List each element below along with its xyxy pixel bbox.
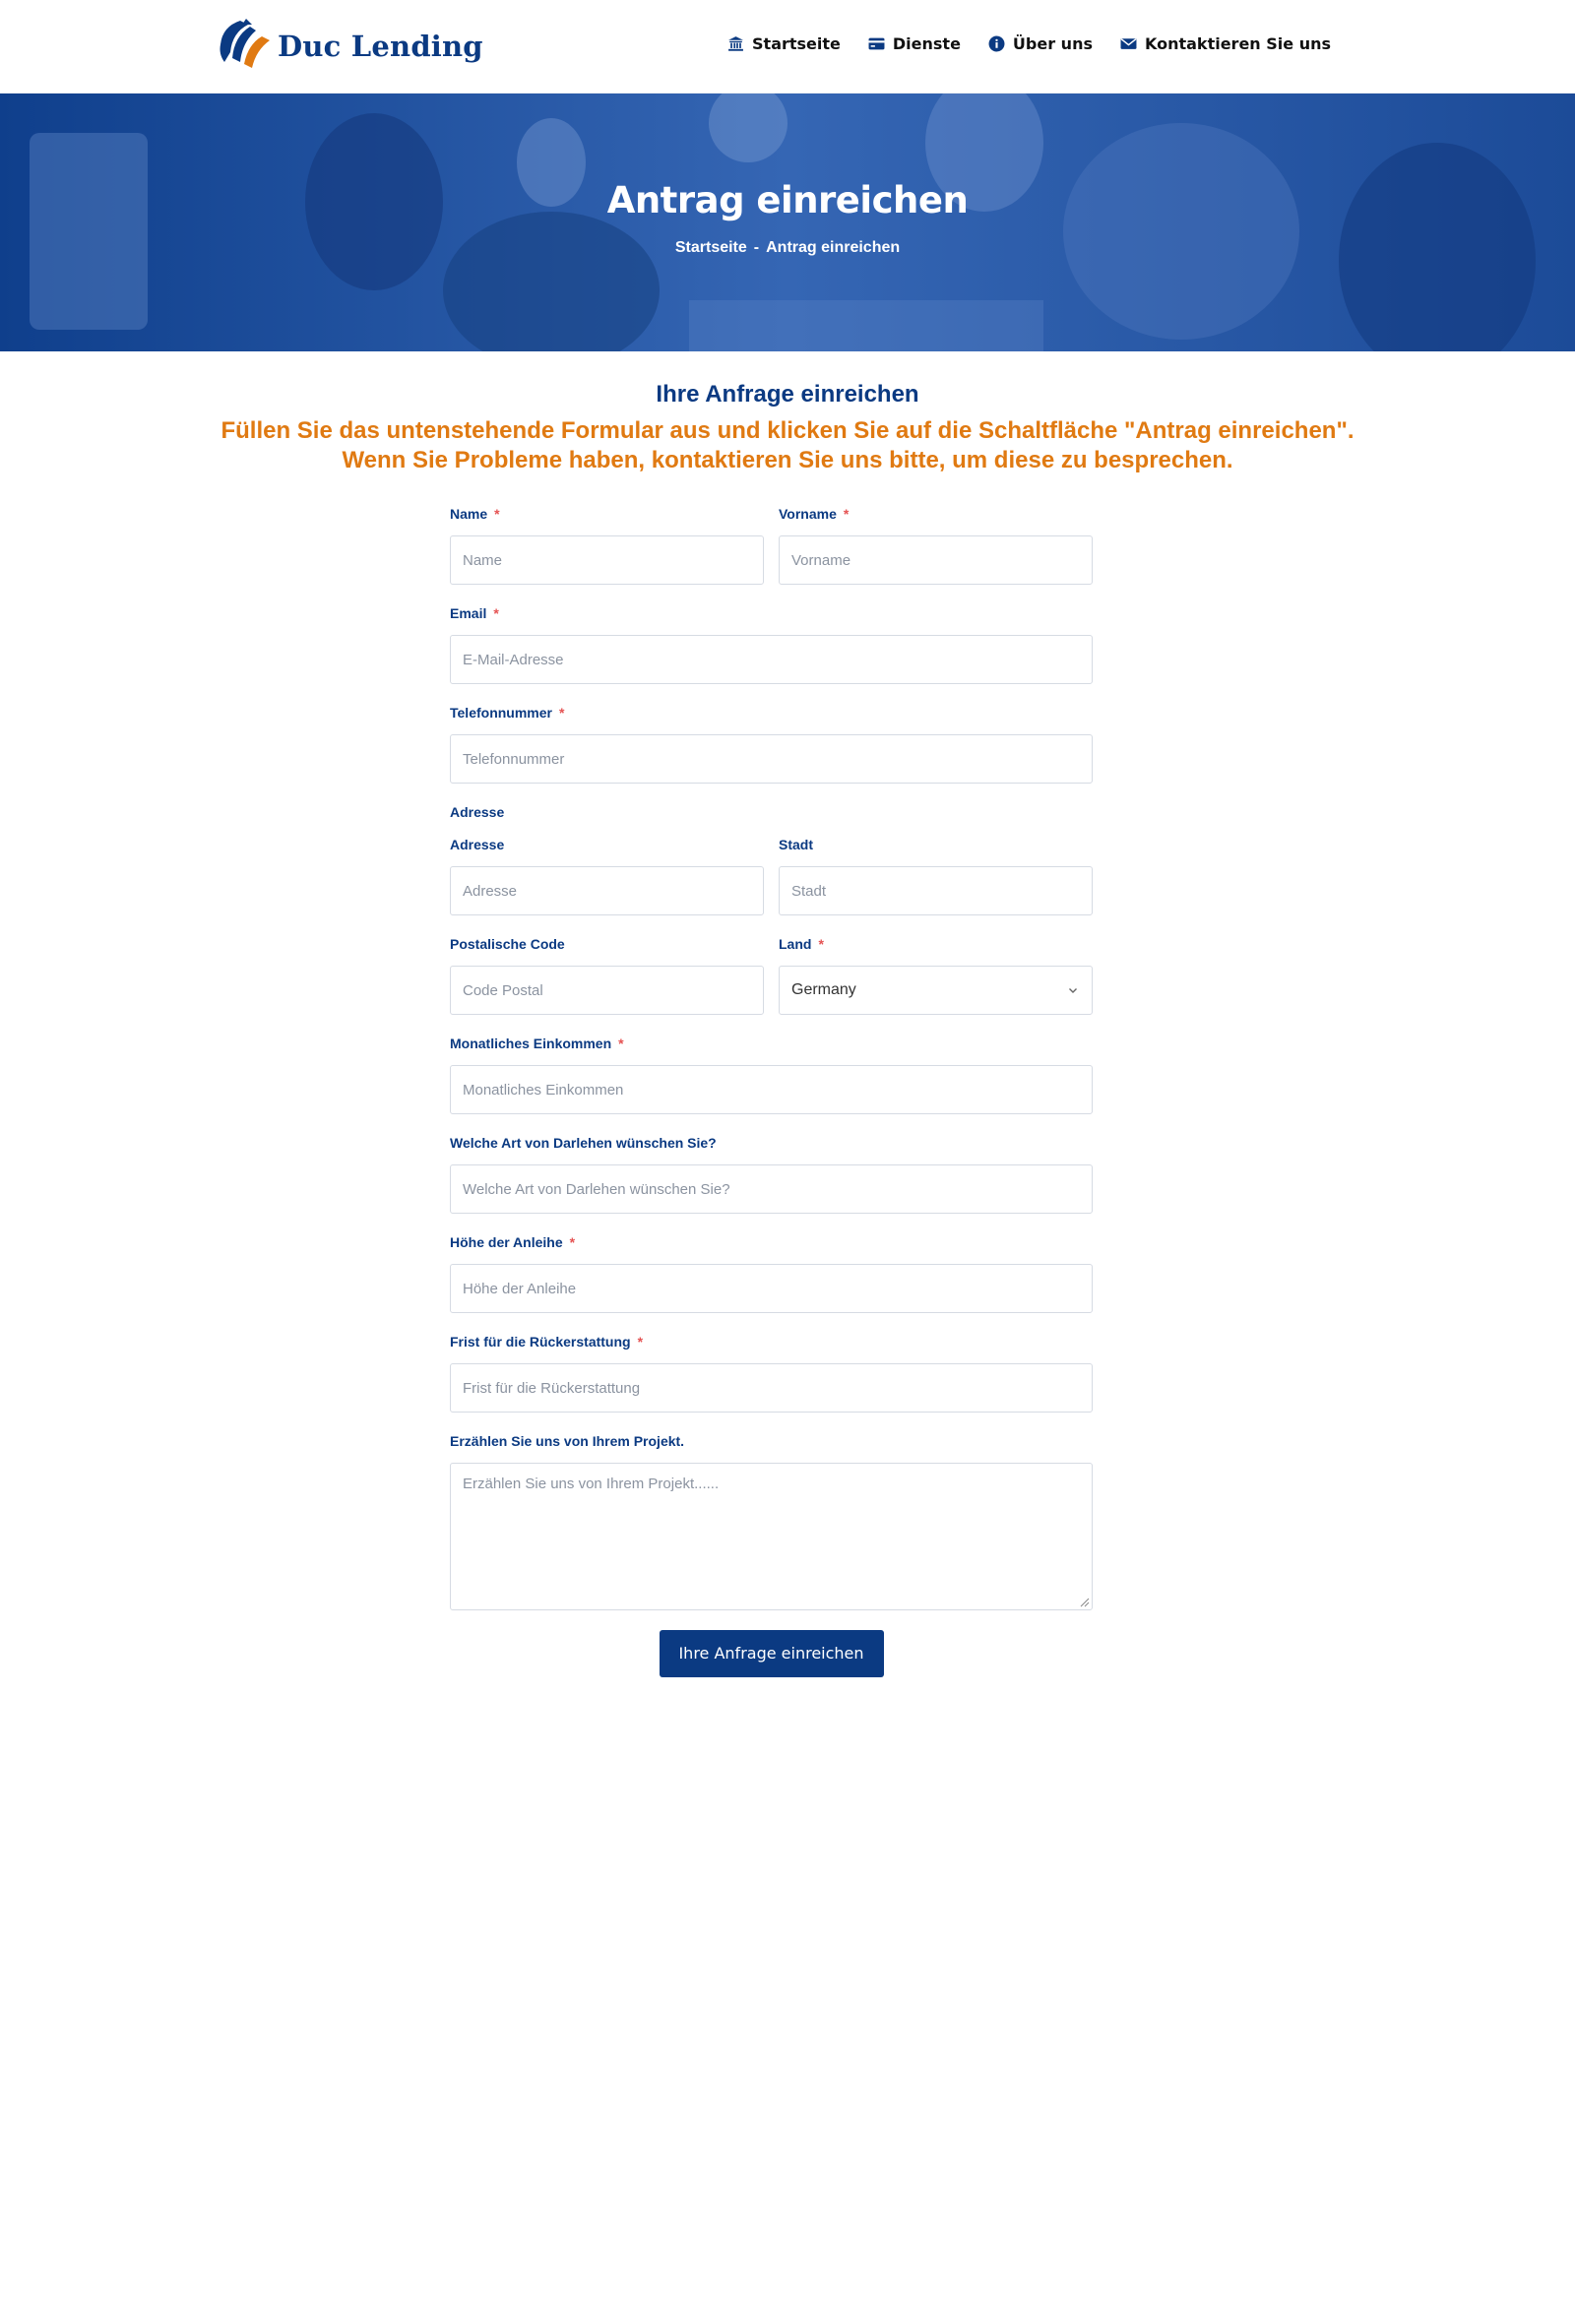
nav-dienste[interactable] — [868, 34, 961, 53]
card-icon — [868, 35, 885, 52]
telefon-label: Telefonnummer — [450, 705, 552, 721]
brand-logo[interactable] — [213, 15, 483, 78]
address-group-label: Adresse — [450, 804, 505, 820]
nav-label: Startseite — [752, 34, 841, 53]
resize-grip-icon[interactable] — [1078, 1596, 1090, 1607]
darlehen-input[interactable]: Welche Art von Darlehen wünschen Sie? — [450, 1164, 1093, 1214]
hoehe-field-group — [450, 1234, 1093, 1313]
nav-label: Dienste — [892, 34, 961, 53]
breadcrumb — [0, 239, 1575, 257]
frist-label: Frist für die Rückerstattung — [450, 1334, 631, 1350]
stadt-input[interactable]: Stadt — [779, 866, 1093, 915]
telefon-input[interactable]: Telefonnummer — [450, 734, 1093, 784]
submit-button[interactable]: Ihre Anfrage einreichen — [660, 1630, 884, 1677]
telefon-field-group — [450, 705, 1093, 784]
vorname-label: Vorname — [779, 506, 837, 522]
page-hero — [0, 94, 1575, 351]
brand-name: Duc Lending — [278, 30, 483, 63]
email-label: Email — [450, 605, 487, 621]
required-marker: * — [843, 506, 850, 522]
nav-startseite[interactable] — [727, 34, 841, 53]
email-input[interactable]: E-Mail-Adresse — [450, 635, 1093, 684]
adresse-input[interactable]: Adresse — [450, 866, 764, 915]
land-label: Land — [779, 936, 812, 952]
site-header — [0, 0, 1575, 94]
einkommen-label: Monatliches Einkommen — [450, 1036, 612, 1051]
projekt-label: Erzählen Sie uns von Ihrem Projekt. — [450, 1433, 685, 1449]
form-heading: Ihre Anfrage einreichen — [656, 381, 919, 408]
envelope-icon — [1120, 35, 1137, 52]
nav-label: Kontaktieren Sie uns — [1144, 34, 1331, 53]
land-field-group — [779, 936, 1093, 1015]
name-input[interactable]: Name — [450, 535, 764, 585]
breadcrumb-separator: - — [753, 239, 760, 256]
logo-mark-icon — [213, 15, 276, 78]
adresse-label: Adresse — [450, 837, 505, 852]
bank-icon — [727, 35, 744, 52]
frist-input[interactable]: Frist für die Rückerstattung — [450, 1363, 1093, 1413]
required-marker: * — [618, 1036, 624, 1051]
einkommen-field-group — [450, 1036, 1093, 1114]
hero-background-image — [0, 94, 1575, 351]
darlehen-label: Welche Art von Darlehen wünschen Sie? — [450, 1135, 717, 1151]
required-marker: * — [569, 1234, 576, 1250]
breadcrumb-current: Antrag einreichen — [766, 239, 901, 256]
land-select[interactable] — [779, 966, 1093, 1015]
stadt-field-group — [779, 837, 1093, 915]
form-intro — [0, 381, 1575, 475]
nav-ueber-uns[interactable] — [988, 34, 1093, 53]
projekt-textarea[interactable] — [450, 1463, 1093, 1610]
einkommen-input[interactable]: Monatliches Einkommen — [450, 1065, 1093, 1114]
postal-label: Postalische Code — [450, 936, 565, 952]
hoehe-label: Höhe der Anleihe — [450, 1234, 563, 1250]
projekt-placeholder: Erzählen Sie uns von Ihrem Projekt...... — [463, 1476, 720, 1492]
loan-application-form — [450, 506, 1093, 1677]
projekt-field-group — [450, 1433, 1093, 1610]
darlehen-field-group — [450, 1135, 1093, 1214]
required-marker: * — [558, 705, 565, 721]
adresse-field-group — [450, 837, 764, 915]
breadcrumb-home-link[interactable]: Startseite — [674, 239, 747, 256]
stadt-label: Stadt — [779, 837, 813, 852]
email-field-group — [450, 605, 1093, 684]
land-selected-value: Germany — [791, 981, 856, 998]
info-icon — [988, 35, 1005, 52]
required-marker: * — [493, 605, 499, 621]
frist-field-group — [450, 1334, 1093, 1413]
required-marker: * — [637, 1334, 644, 1350]
name-label: Name — [450, 506, 488, 522]
nav-kontakt[interactable] — [1120, 34, 1331, 53]
postal-field-group — [450, 936, 764, 1015]
vorname-field-group — [779, 506, 1093, 585]
vorname-input[interactable]: Vorname — [779, 535, 1093, 585]
postal-input[interactable]: Code Postal — [450, 966, 764, 1015]
name-field-group — [450, 506, 764, 585]
required-marker: * — [818, 936, 824, 952]
required-marker: * — [494, 506, 500, 522]
form-instructions: Füllen Sie das untenstehende Formular aus und klicken Sie auf die Schaltfläche "Antrag einreichen". Wenn Sie Probleme haben, kontaktieren Sie uns bitte, um diese zu besprechen. — [220, 417, 1354, 473]
chevron-down-icon — [1066, 983, 1080, 997]
page-title: Antrag einreichen — [606, 179, 969, 221]
main-nav — [700, 34, 1331, 53]
nav-label: Über uns — [1012, 34, 1093, 53]
hoehe-input[interactable]: Höhe der Anleihe — [450, 1264, 1093, 1313]
